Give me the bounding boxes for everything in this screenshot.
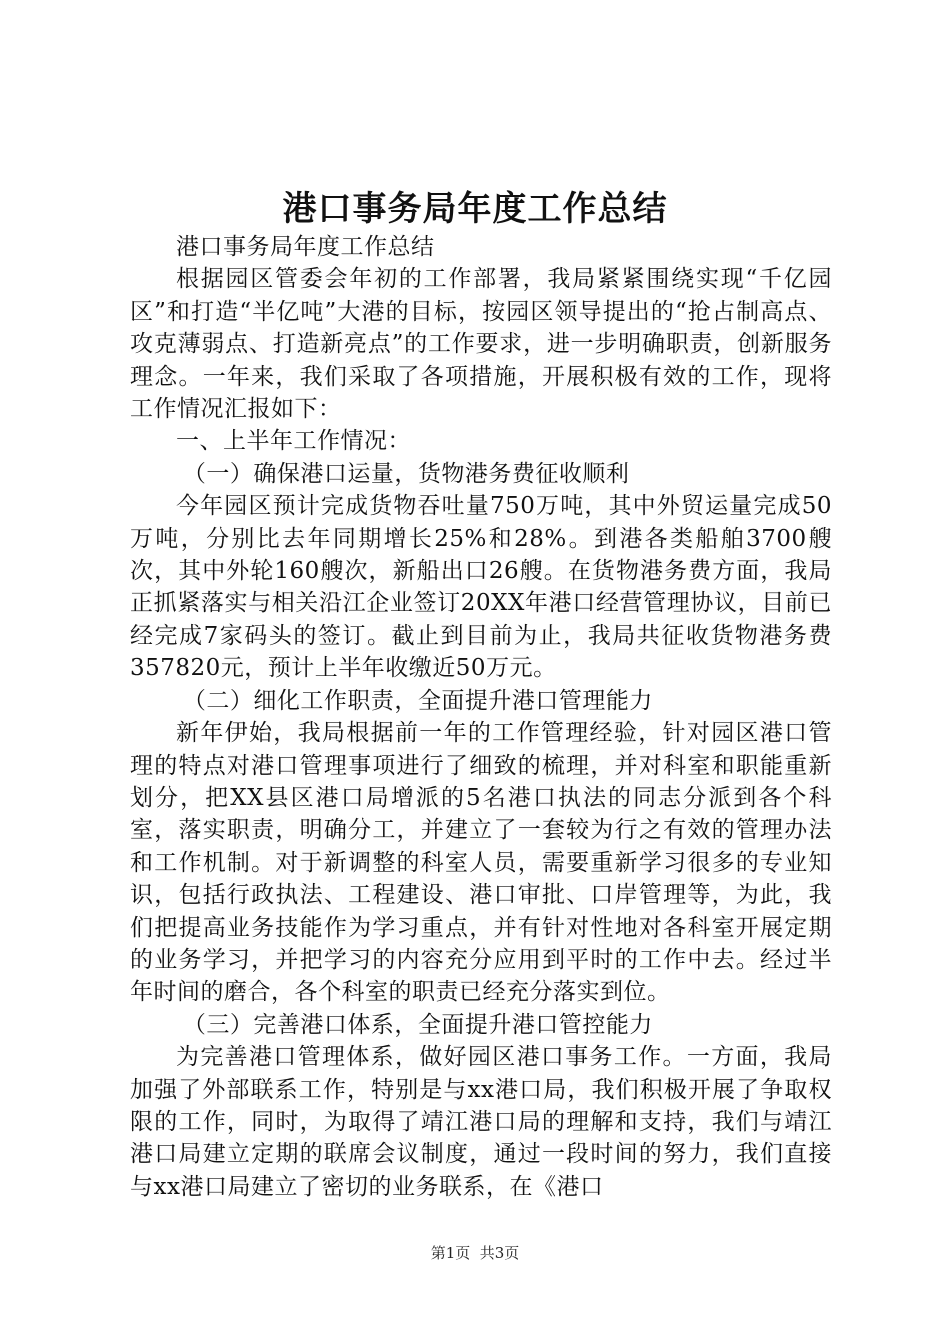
subsection-heading: （二）细化工作职责，全面提升港口管理能力	[182, 687, 653, 714]
subsection-heading: （一）确保港口运量，货物港务费征收顺利	[182, 460, 630, 487]
document-body	[130, 231, 832, 1203]
paragraph: 港口事务局年度工作总结	[176, 234, 435, 260]
paragraph: 新年伊始，我局根据前一年的工作管理经验，针对园区港口管理的特点对港口管理事项进行了细致的梳理，并对科室和职能重新划分，把XX县区港口局增派的5名港口执法的同志分派到各个科室，落实职责，明确分工，并建立了一套较为行之有效的管理办法和工作机制。对于新调整的科室人员，需要重新学习很多的专业知识，包括行政执法、工程建设、港口审批、口岸管理等，为此，我们把提高业务技能作为学习重点，并有针对性地对各科室开展定期的业务学习，并把学习的内容充分应用到平时的工作中去。经过半年时间的磨合，各个科室的职责已经充分落实到位。	[130, 720, 832, 1006]
document-title: 港口事务局年度工作总结	[282, 189, 668, 229]
paragraph: 为完善港口管理体系，做好园区港口事务工作。一方面，我局加强了外部联系工作，特别是与xx港口局，我们积极开展了争取权限的工作，同时，为取得了靖江港口局的理解和支持，我们与靖江港口局建立定期的联席会议制度，通过一段时间的努力，我们直接与xx港口局建立了密切的业务联系，在《港口	[130, 1044, 832, 1200]
paragraph: 今年园区预计完成货物吞吐量750万吨，其中外贸运量完成50万吨，分别比去年同期增长25%和28%。到港各类船舶3700艘次，其中外轮160艘次，新船出口26艘。在货物港务费方面，我局正抓紧落实与相关沿江企业签订20XX年港口经营管理协议，目前已经完成7家码头的签订。截止到目前为止，我局共征收货物港务费357820元，预计上半年收缴近50万元。	[130, 493, 832, 682]
page-footer	[0, 1242, 950, 1264]
paragraph: 根据园区管委会年初的工作部署，我局紧紧围绕实现“千亿园区”和打造“半亿吨”大港的目标，按园区领导提出的“抢占制高点、攻克薄弱点、打造新亮点”的工作要求，进一步明确职责，创新服务理念。一年来，我们采取了各项措施，开展积极有效的工作，现将工作情况汇报如下：	[130, 266, 832, 423]
page-number: 第1页 共3页	[430, 1244, 520, 1262]
section-heading: 一、上半年工作情况：	[176, 428, 411, 455]
subsection-heading: （三）完善港口体系，全面提升港口管控能力	[182, 1011, 653, 1038]
